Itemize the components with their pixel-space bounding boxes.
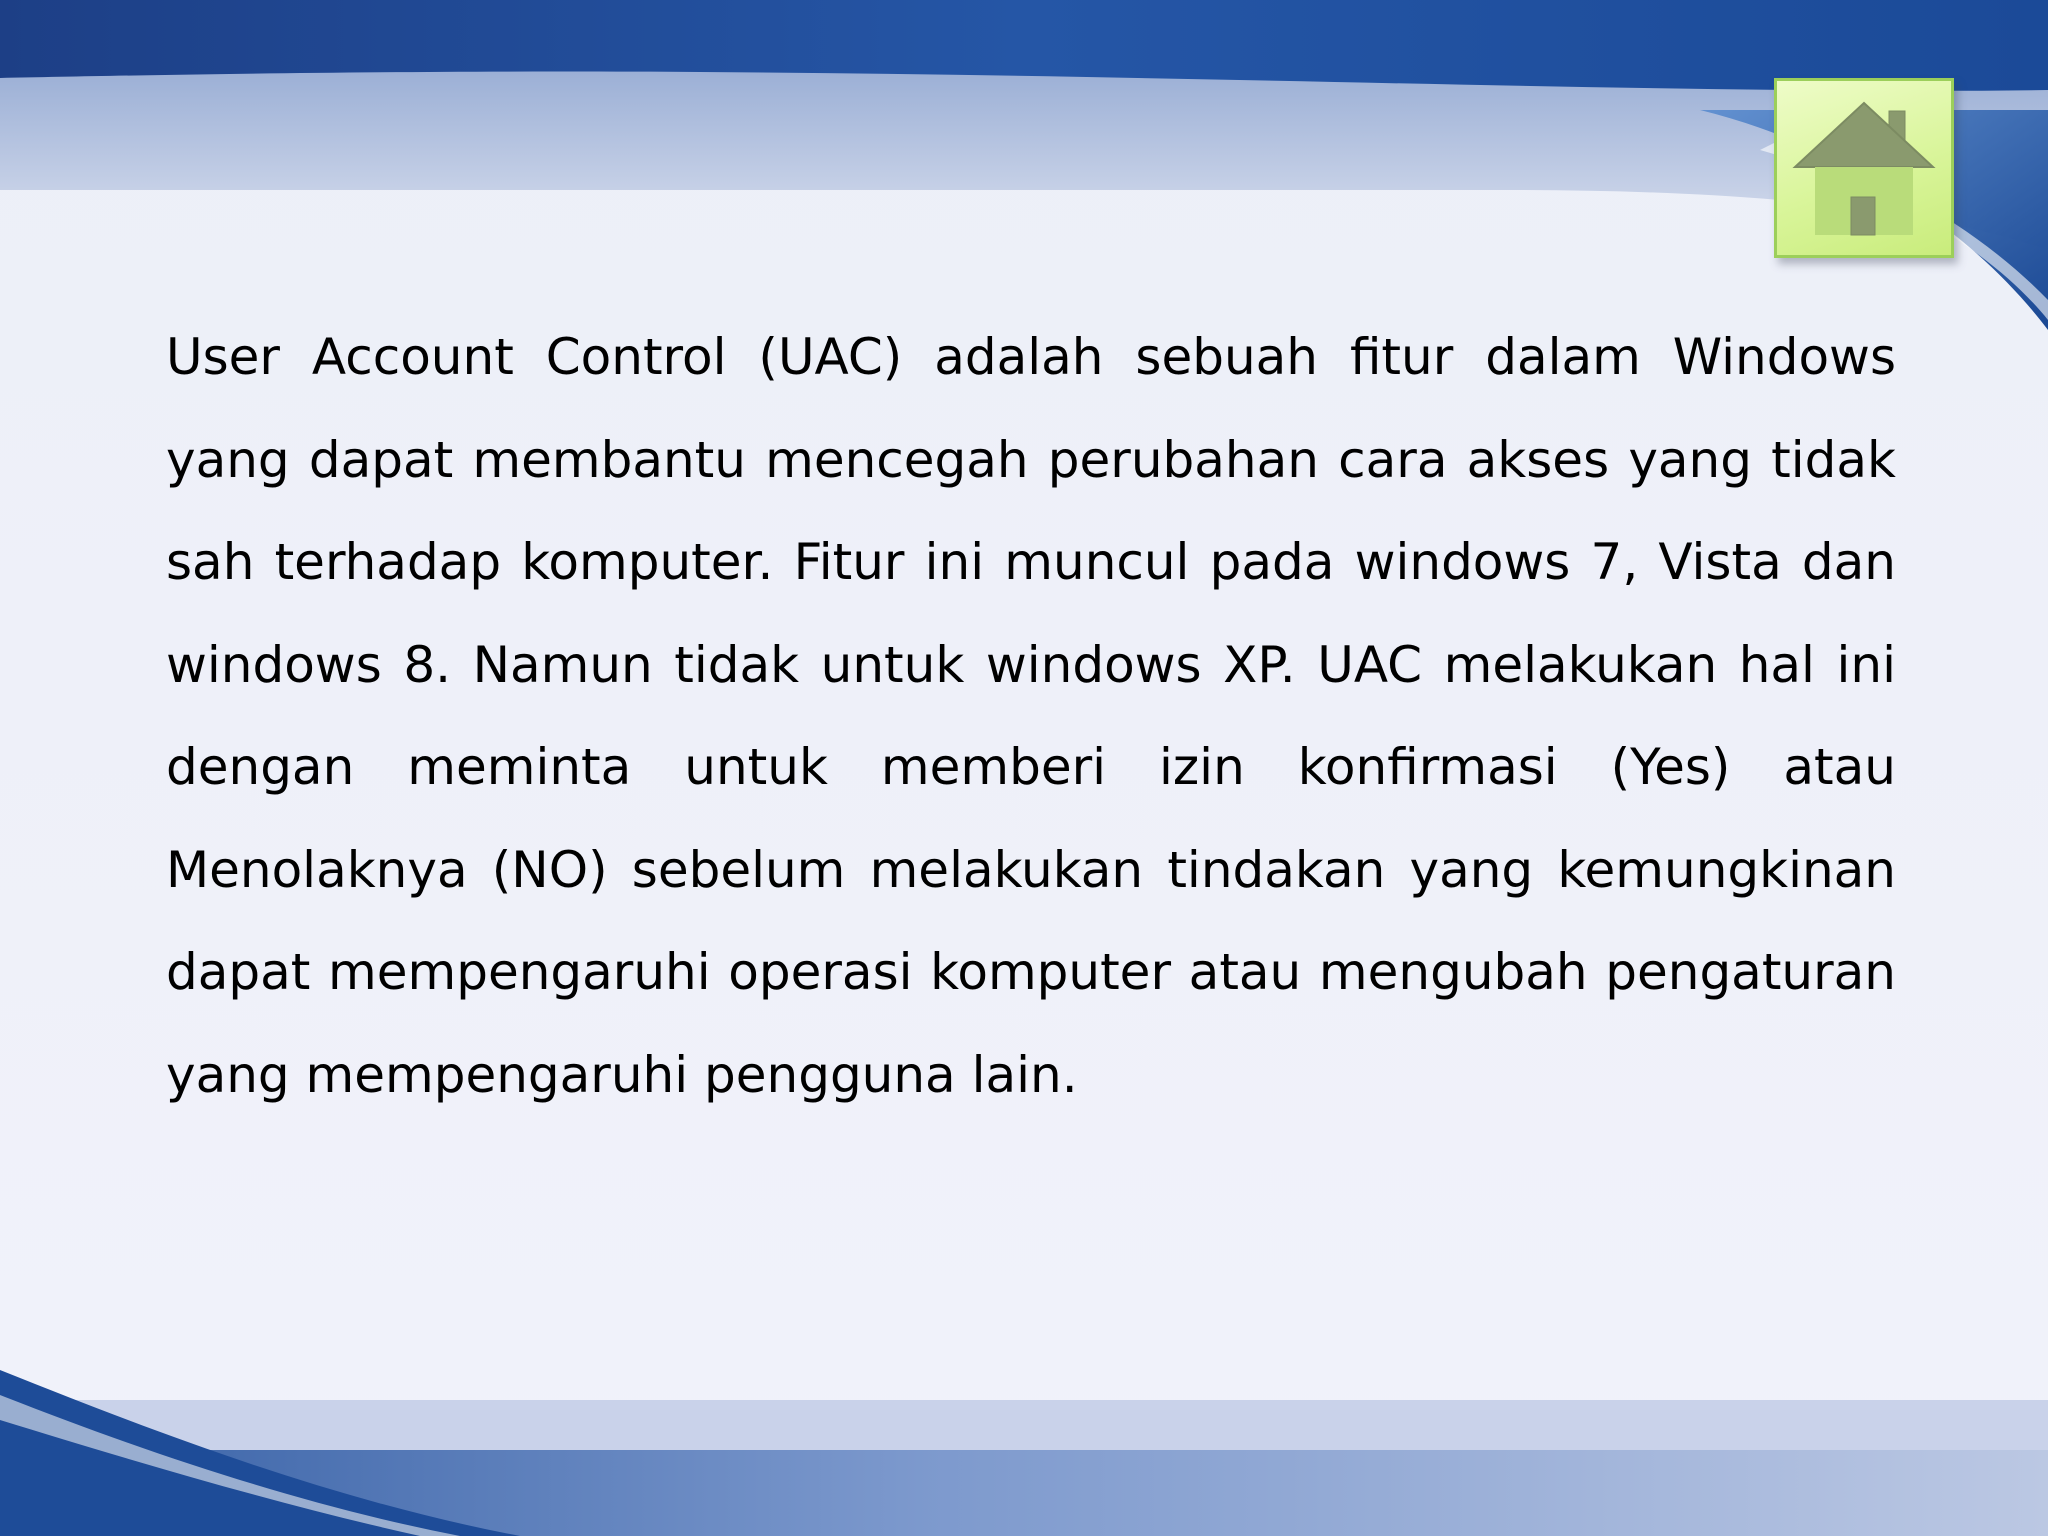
- body-paragraph: User Account Control (UAC) adalah sebuah fitur dalam Windows yang dapat membantu mencegah perubahan cara akses yang tidak sah terhadap komputer. Fitur ini muncul pada windows 7, Vista dan windows 8. Namun tidak untuk windows XP. UAC melakukan hal ini dengan meminta untuk memberi izin konfirmasi (Yes) atau Menolaknya (NO) sebelum melakukan tindakan yang kemungkinan dapat mempengaruhi operasi komputer atau mengubah pengaturan yang mempengaruhi pengguna lain.: [166, 328, 1896, 1104]
- home-button[interactable]: [1774, 78, 1954, 258]
- home-icon: [1777, 81, 1951, 255]
